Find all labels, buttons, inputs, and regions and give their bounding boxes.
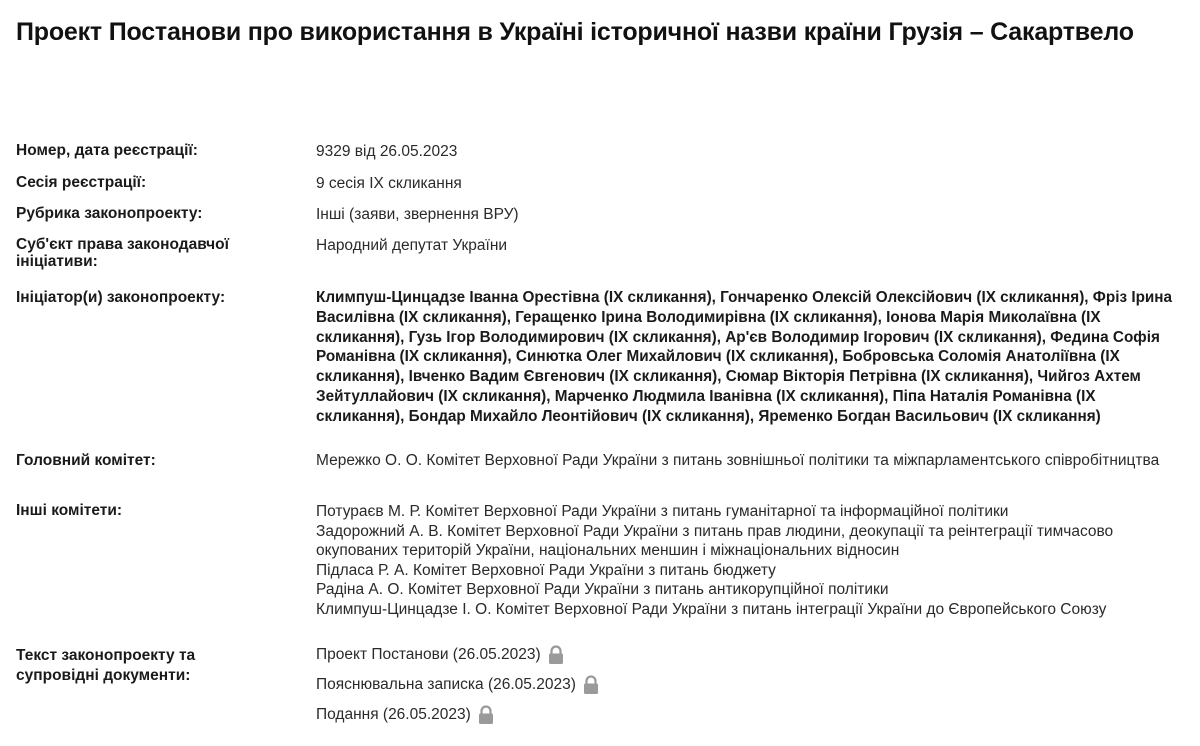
subject-label: Суб'єкт права законодавчої ініціативи: <box>16 236 229 270</box>
document-link-submission[interactable] <box>316 700 1186 730</box>
row-rubric <box>16 205 1186 236</box>
bill-card <box>16 14 1186 723</box>
document-link-draft-resolution[interactable] <box>316 640 1186 670</box>
row-initiators <box>16 288 1186 452</box>
other-committees-label: Інші комітети: <box>16 502 123 519</box>
lock-icon <box>547 645 565 665</box>
rubric-value: Інші (заяви, звернення ВРУ) <box>316 206 519 223</box>
other-committee-item: Радіна А. О. Комітет Верховної Ради України з питань антикорупційної політики <box>316 581 889 598</box>
registration-number-label: Номер, дата реєстрації: <box>16 142 198 159</box>
row-main-committee <box>16 452 1186 502</box>
session-label: Сесія реєстрації: <box>16 174 147 191</box>
initiators-label: Ініціатор(и) законопроекту: <box>16 289 226 306</box>
main-committee-label: Головний комітет: <box>16 452 156 469</box>
row-session <box>16 174 1186 205</box>
documents-list <box>316 646 1186 730</box>
document-link-explanatory-note[interactable] <box>316 670 1186 700</box>
initiators-value: Климпуш-Цинцадзе Іванна Орестівна (IX скликання), Гончаренко Олексій Олексійович (IX скликання), Фріз Ірина Василівна (IX скликання), Геращенко Ірина Володимирівна (IX скликання), Іонова Марія Миколаївна (IX скликання), Гузь Ігор Володимирович (IX скликання), Ар'єв Володимир Ігорович (IX скликання), Федина Софія Романівна (IX скликання), Синютка Олег Михайлович (IX скликання), Бобровська Соломія Анатоліївна (IX скликання), Івченко Вадим Євгенович (IX скликання), Сюмар Вікторія Петрівна (IX скликання), Чийгоз Ахтем Зейтуллайович (IX скликання), Марченко Людмила Іванівна (IX скликання), Піпа Наталія Романівна (IX скликання), Бондар Михайло Леонтійович (IX скликання), Яременко Богдан Васильович (IX скликання) <box>316 289 1173 425</box>
session-value: 9 сесія IX скликання <box>316 175 462 192</box>
bill-details-table <box>16 140 1186 746</box>
lock-icon <box>582 675 600 695</box>
document-title: Подання (26.05.2023) <box>316 706 471 723</box>
documents-label: Текст законопроекту та супровідні документи: <box>16 647 196 684</box>
page-title: Проект Постанови про використання в Україні історичної назви країни Грузія – Сакартвело <box>16 18 1134 46</box>
other-committee-item: Климпуш-Цинцадзе І. О. Комітет Верховної Ради України з питань інтеграції України до Європейського Союзу <box>316 600 1107 618</box>
row-documents <box>16 646 1186 746</box>
other-committee-item: Задорожний А. В. Комітет Верховної Ради України з питань прав людини, деокупації та реінтеграції тимчасово окупованих територій України, національних меншин і міжнаціональних відносин <box>316 522 1114 559</box>
row-registration-number <box>16 140 1186 174</box>
main-committee-value: Мережко О. О. Комітет Верховної Ради України з питань зовнішньої політики та міжпарламентського співробітництва <box>316 452 1160 469</box>
document-title: Проект Постанови (26.05.2023) <box>316 646 541 663</box>
row-subject <box>16 236 1186 288</box>
row-other-committees <box>16 502 1186 646</box>
other-committees-list <box>316 502 1186 619</box>
other-committee-item: Потураєв М. Р. Комітет Верховної Ради України з питань гуманітарної та інформаційної політики <box>316 503 1009 520</box>
document-title: Пояснювальна записка (26.05.2023) <box>316 676 576 693</box>
registration-number-value: 9329 від 26.05.2023 <box>316 143 458 160</box>
rubric-label: Рубрика законопроекту: <box>16 205 203 222</box>
lock-icon <box>477 705 495 725</box>
other-committee-item: Підласа Р. А. Комітет Верховної Ради України з питань бюджету <box>316 561 776 579</box>
subject-value: Народний депутат України <box>316 237 508 254</box>
